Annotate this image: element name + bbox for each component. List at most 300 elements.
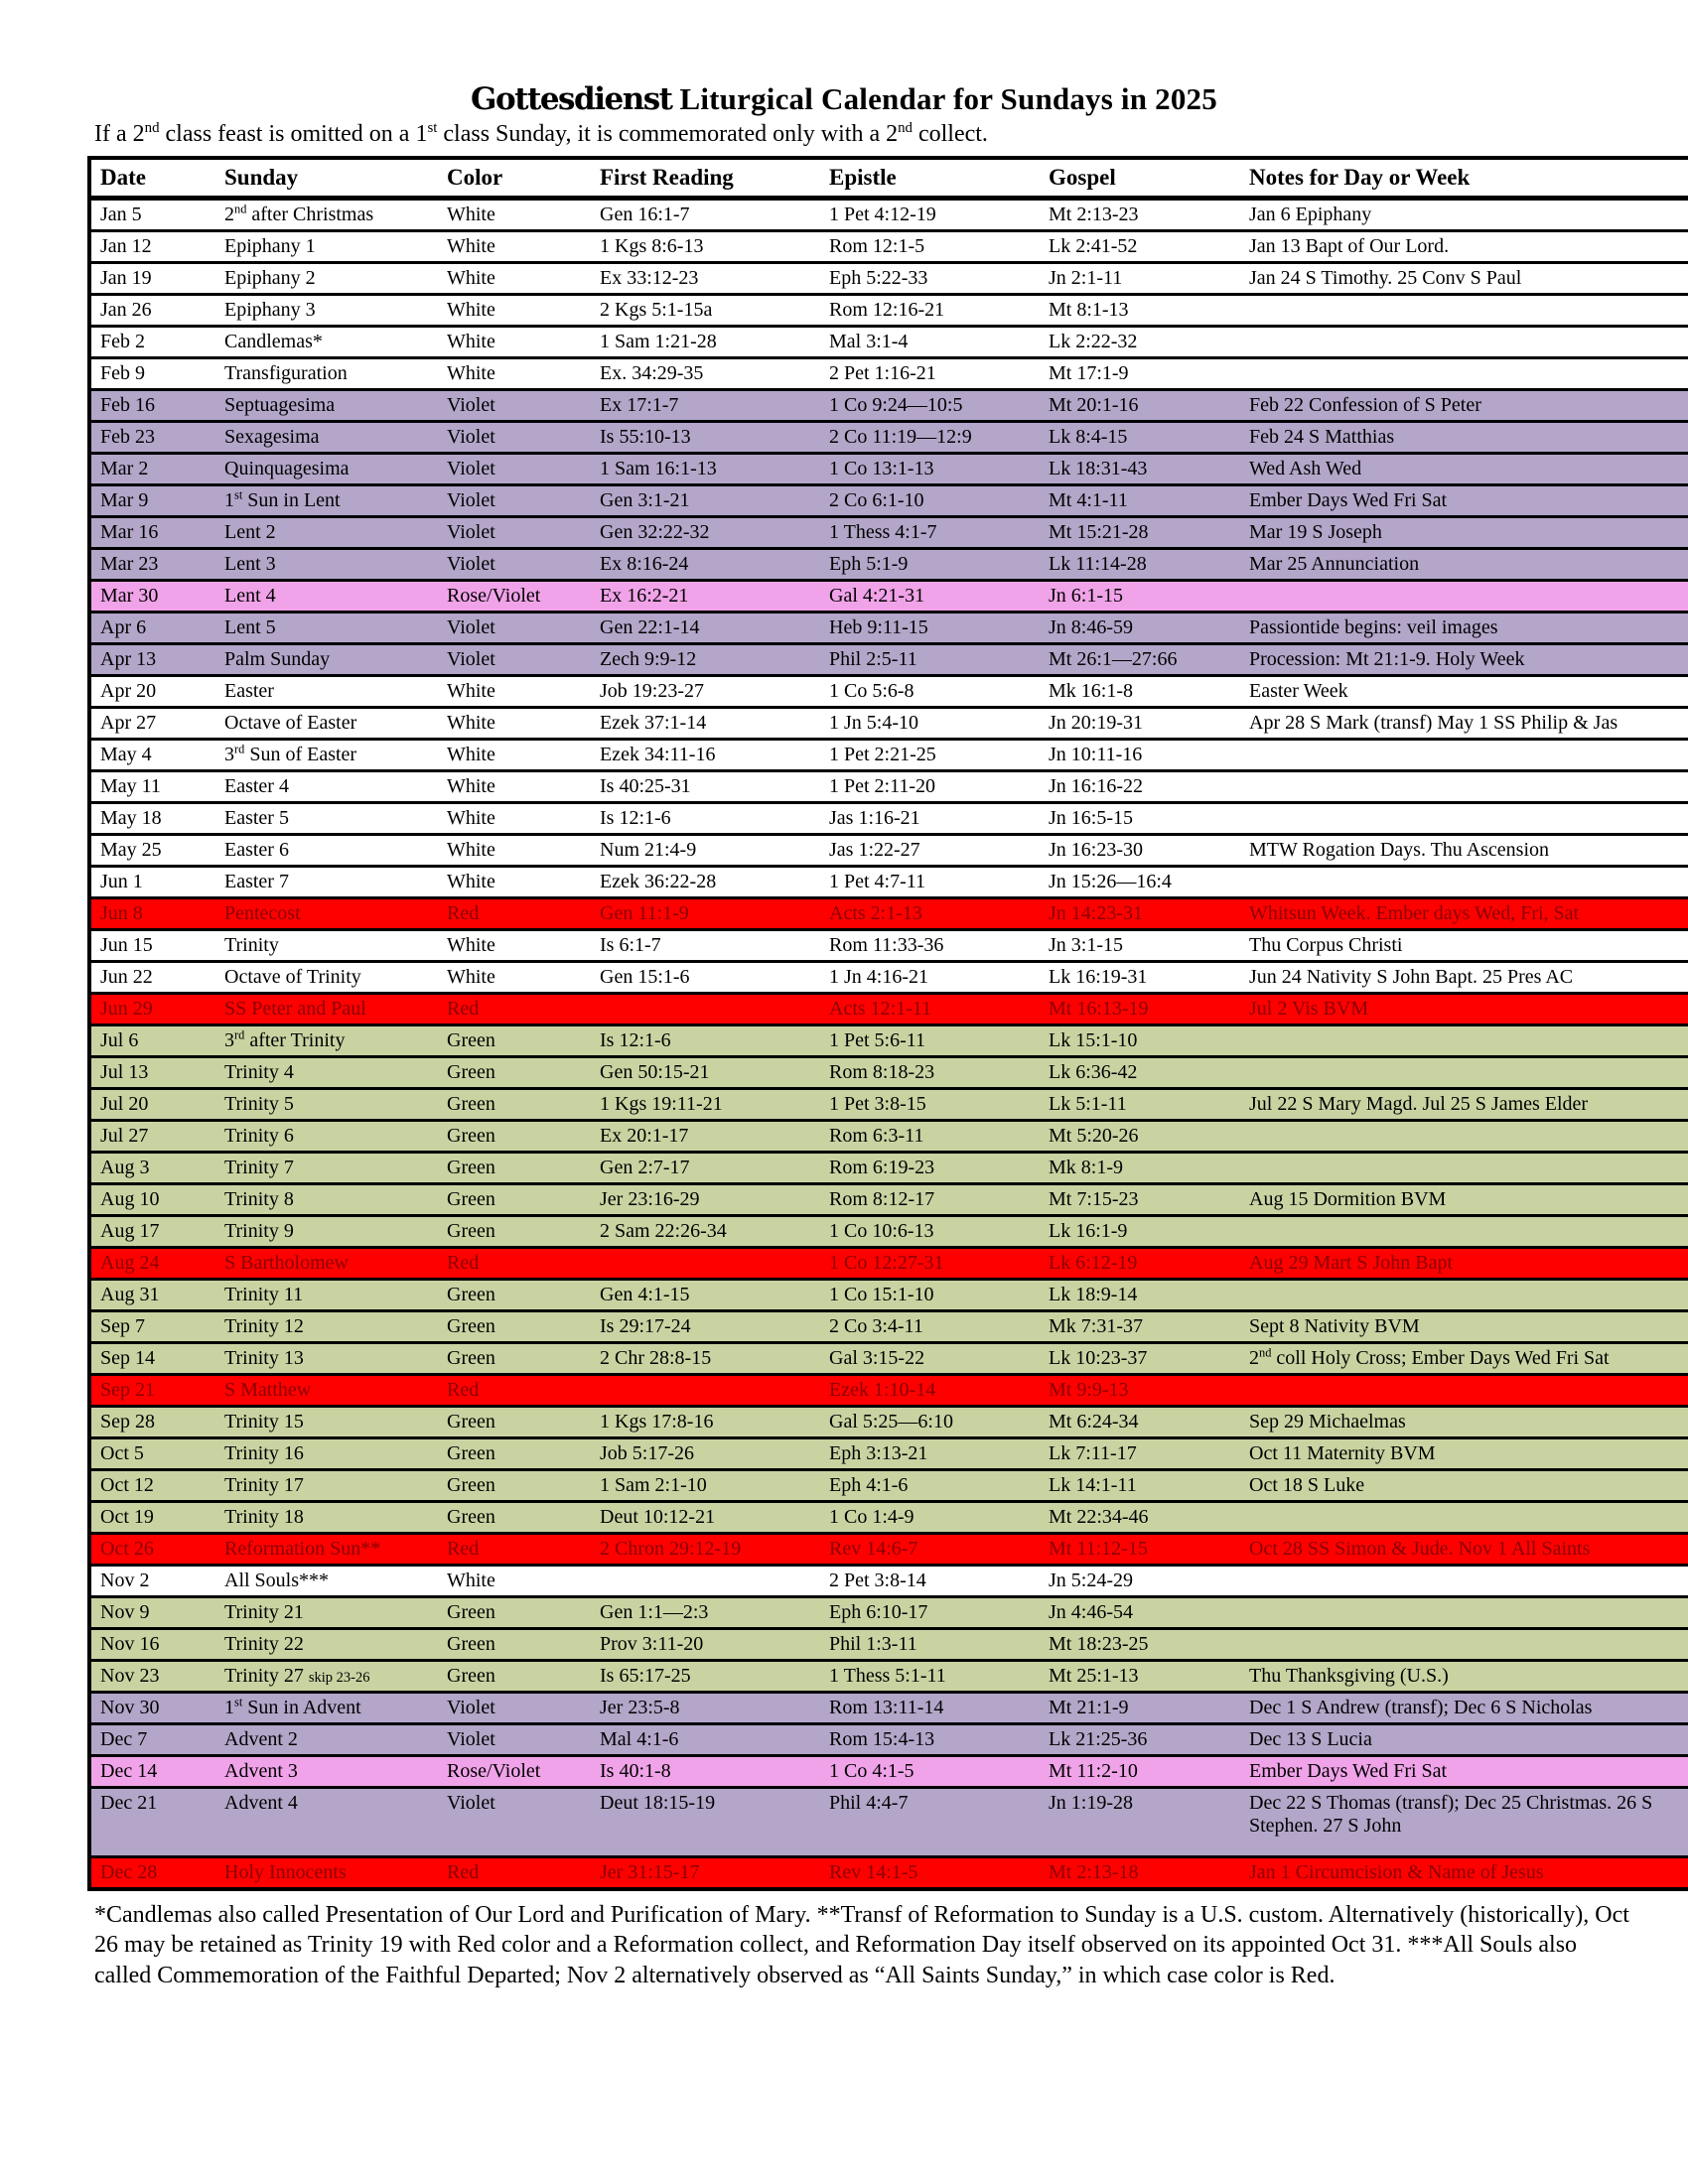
cell-notes: Thu Thanksgiving (U.S.) (1240, 1661, 1688, 1693)
cell-notes: Procession: Mt 21:1-9. Holy Week (1240, 644, 1688, 676)
sunday-note: skip 23-26 (308, 1670, 370, 1686)
cell-sunday: 1st Sun in Advent (215, 1693, 438, 1724)
cell-date: Mar 30 (89, 581, 215, 613)
cell-color: Violet (438, 485, 591, 517)
cell-notes (1240, 295, 1688, 327)
calendar-row (89, 1661, 1688, 1693)
cell-gospel: Lk 6:12-19 (1040, 1248, 1240, 1280)
cell-sunday: 1st Sun in Lent (215, 485, 438, 517)
cell-first-reading: Is 29:17-24 (591, 1311, 820, 1343)
cell-date: Sep 14 (89, 1343, 215, 1375)
cell-notes: Jun 24 Nativity S John Bapt. 25 Pres AC (1240, 962, 1688, 994)
cell-date: Dec 21 (89, 1788, 215, 1857)
cell-epistle: Phil 2:5-11 (820, 644, 1040, 676)
cell-date: Nov 2 (89, 1566, 215, 1597)
cell-color: Red (438, 1375, 591, 1407)
cell-first-reading: Is 55:10-13 (591, 422, 820, 454)
cell-color: Green (438, 1184, 591, 1216)
cell-color: Green (438, 1470, 591, 1502)
cell-first-reading: Ex 16:2-21 (591, 581, 820, 613)
column-header: Epistle (820, 158, 1040, 199)
cell-date: Apr 6 (89, 613, 215, 644)
cell-first-reading: Ezek 37:1-14 (591, 708, 820, 740)
cell-date: Aug 31 (89, 1280, 215, 1311)
cell-date: Jan 26 (89, 295, 215, 327)
cell-sunday: Advent 3 (215, 1756, 438, 1788)
cell-date: Nov 23 (89, 1661, 215, 1693)
cell-color: White (438, 231, 591, 263)
calendar-row (89, 898, 1688, 930)
cell-notes: Passiontide begins: veil images (1240, 613, 1688, 644)
calendar-row (89, 803, 1688, 835)
cell-first-reading: Is 40:25-31 (591, 771, 820, 803)
cell-notes (1240, 771, 1688, 803)
cell-color: Violet (438, 390, 591, 422)
cell-first-reading (591, 1566, 820, 1597)
calendar-row (89, 1216, 1688, 1248)
cell-color: Violet (438, 517, 591, 549)
cell-color: White (438, 676, 591, 708)
cell-first-reading: Gen 15:1-6 (591, 962, 820, 994)
cell-date: Jan 5 (89, 199, 215, 231)
cell-epistle: Gal 3:15-22 (820, 1343, 1040, 1375)
cell-color: Violet (438, 549, 591, 581)
cell-notes: MTW Rogation Days. Thu Ascension (1240, 835, 1688, 867)
calendar-row (89, 358, 1688, 390)
cell-date: Nov 30 (89, 1693, 215, 1724)
cell-first-reading: Gen 50:15-21 (591, 1057, 820, 1089)
cell-first-reading: 2 Kgs 5:1-15a (591, 295, 820, 327)
cell-sunday: Sexagesima (215, 422, 438, 454)
cell-epistle: Rev 14:6-7 (820, 1534, 1040, 1566)
cell-gospel: Lk 18:9-14 (1040, 1280, 1240, 1311)
cell-gospel: Mt 18:23-25 (1040, 1629, 1240, 1661)
publication-name: Gottesdienst (471, 81, 672, 117)
cell-date: May 25 (89, 835, 215, 867)
cell-sunday: Epiphany 2 (215, 263, 438, 295)
cell-color: Green (438, 1343, 591, 1375)
cell-notes: Jan 24 S Timothy. 25 Conv S Paul (1240, 263, 1688, 295)
cell-epistle: 1 Co 5:6-8 (820, 676, 1040, 708)
calendar-row (89, 231, 1688, 263)
cell-gospel: Jn 15:26—16:4 (1040, 867, 1240, 898)
cell-first-reading: 2 Sam 22:26-34 (591, 1216, 820, 1248)
cell-sunday: Trinity 13 (215, 1343, 438, 1375)
cell-notes (1240, 803, 1688, 835)
calendar-row (89, 263, 1688, 295)
cell-sunday: Candlemas* (215, 327, 438, 358)
cell-epistle: Mal 3:1-4 (820, 327, 1040, 358)
cell-gospel: Lk 15:1-10 (1040, 1025, 1240, 1057)
cell-notes: Sep 29 Michaelmas (1240, 1407, 1688, 1438)
cell-gospel: Jn 3:1-15 (1040, 930, 1240, 962)
cell-notes: Easter Week (1240, 676, 1688, 708)
cell-date: May 18 (89, 803, 215, 835)
cell-notes (1240, 1566, 1688, 1597)
cell-color: White (438, 867, 591, 898)
cell-color: Violet (438, 613, 591, 644)
cell-first-reading: Gen 4:1-15 (591, 1280, 820, 1311)
cell-sunday: Epiphany 1 (215, 231, 438, 263)
cell-notes: Feb 22 Confession of S Peter (1240, 390, 1688, 422)
cell-first-reading: Prov 3:11-20 (591, 1629, 820, 1661)
cell-first-reading: Gen 22:1-14 (591, 613, 820, 644)
calendar-row (89, 1629, 1688, 1661)
cell-epistle: 2 Co 6:1-10 (820, 485, 1040, 517)
cell-sunday: Trinity 7 (215, 1153, 438, 1184)
cell-gospel: Lk 8:4-15 (1040, 422, 1240, 454)
cell-color: Violet (438, 1693, 591, 1724)
cell-sunday: Epiphany 3 (215, 295, 438, 327)
calendar-row (89, 1788, 1688, 1857)
cell-epistle: Rom 8:18-23 (820, 1057, 1040, 1089)
cell-first-reading: Ex 33:12-23 (591, 263, 820, 295)
calendar-row (89, 613, 1688, 644)
cell-first-reading: Job 19:23-27 (591, 676, 820, 708)
cell-date: Mar 2 (89, 454, 215, 485)
cell-sunday: Trinity 9 (215, 1216, 438, 1248)
cell-date: Sep 28 (89, 1407, 215, 1438)
cell-first-reading: Ex 20:1-17 (591, 1121, 820, 1153)
cell-notes: Thu Corpus Christi (1240, 930, 1688, 962)
cell-gospel: Lk 10:23-37 (1040, 1343, 1240, 1375)
cell-gospel: Jn 20:19-31 (1040, 708, 1240, 740)
cell-epistle: Ezek 1:10-14 (820, 1375, 1040, 1407)
cell-epistle: 1 Co 10:6-13 (820, 1216, 1040, 1248)
cell-gospel: Jn 16:23-30 (1040, 835, 1240, 867)
cell-sunday: Trinity 17 (215, 1470, 438, 1502)
cell-date: Jun 1 (89, 867, 215, 898)
cell-epistle: Phil 1:3-11 (820, 1629, 1040, 1661)
cell-first-reading: 1 Sam 16:1-13 (591, 454, 820, 485)
cell-first-reading: 1 Sam 2:1-10 (591, 1470, 820, 1502)
cell-notes: Dec 1 S Andrew (transf); Dec 6 S Nicholas (1240, 1693, 1688, 1724)
cell-gospel: Mk 16:1-8 (1040, 676, 1240, 708)
cell-sunday: Easter 5 (215, 803, 438, 835)
cell-color: Rose/Violet (438, 581, 591, 613)
cell-first-reading: Jer 23:5-8 (591, 1693, 820, 1724)
cell-sunday: Trinity 6 (215, 1121, 438, 1153)
cell-sunday: Pentecost (215, 898, 438, 930)
cell-gospel: Mt 25:1-13 (1040, 1661, 1240, 1693)
cell-epistle: 1 Co 13:1-13 (820, 454, 1040, 485)
cell-notes: Jul 22 S Mary Magd. Jul 25 S James Elder (1240, 1089, 1688, 1121)
cell-notes: Aug 29 Mart S John Bapt (1240, 1248, 1688, 1280)
cell-notes (1240, 1121, 1688, 1153)
cell-epistle: 2 Pet 1:16-21 (820, 358, 1040, 390)
calendar-row (89, 1311, 1688, 1343)
cell-sunday: 2nd after Christmas (215, 199, 438, 231)
cell-epistle: 2 Co 11:19—12:9 (820, 422, 1040, 454)
cell-color: White (438, 263, 591, 295)
cell-first-reading: 1 Sam 1:21-28 (591, 327, 820, 358)
cell-gospel: Mt 16:13-19 (1040, 994, 1240, 1025)
cell-first-reading: Is 6:1-7 (591, 930, 820, 962)
cell-gospel: Mt 11:12-15 (1040, 1534, 1240, 1566)
cell-sunday: Easter 4 (215, 771, 438, 803)
cell-first-reading: Jer 23:16-29 (591, 1184, 820, 1216)
cell-epistle: Rom 11:33-36 (820, 930, 1040, 962)
cell-color: White (438, 358, 591, 390)
calendar-row (89, 454, 1688, 485)
cell-first-reading: 1 Kgs 8:6-13 (591, 231, 820, 263)
calendar-row (89, 390, 1688, 422)
cell-date: Aug 10 (89, 1184, 215, 1216)
cell-notes: Whitsun Week. Ember days Wed, Fri, Sat (1240, 898, 1688, 930)
cell-notes (1240, 327, 1688, 358)
calendar-row (89, 1597, 1688, 1629)
cell-notes (1240, 1375, 1688, 1407)
cell-color: Red (438, 1534, 591, 1566)
cell-first-reading: Gen 3:1-21 (591, 485, 820, 517)
calendar-row (89, 1057, 1688, 1089)
cell-notes (1240, 1629, 1688, 1661)
cell-first-reading: Gen 1:1—2:3 (591, 1597, 820, 1629)
cell-color: Green (438, 1280, 591, 1311)
cell-first-reading: Ex. 34:29-35 (591, 358, 820, 390)
cell-epistle: Eph 6:10-17 (820, 1597, 1040, 1629)
cell-sunday: Lent 2 (215, 517, 438, 549)
cell-epistle: Eph 4:1-6 (820, 1470, 1040, 1502)
calendar-row (89, 994, 1688, 1025)
cell-sunday: Advent 4 (215, 1788, 438, 1857)
cell-gospel: Mt 15:21-28 (1040, 517, 1240, 549)
cell-sunday: 3rd after Trinity (215, 1025, 438, 1057)
cell-notes: Oct 28 SS Simon & Jude. Nov 1 All Saints (1240, 1534, 1688, 1566)
cell-gospel: Jn 14:23-31 (1040, 898, 1240, 930)
calendar-row (89, 867, 1688, 898)
cell-date: Mar 16 (89, 517, 215, 549)
header-row (89, 158, 1688, 199)
calendar-row (89, 962, 1688, 994)
cell-epistle: 1 Pet 3:8-15 (820, 1089, 1040, 1121)
cell-date: Aug 3 (89, 1153, 215, 1184)
cell-sunday: Trinity 18 (215, 1502, 438, 1534)
cell-color: Violet (438, 644, 591, 676)
cell-date: Jun 22 (89, 962, 215, 994)
cell-date: Nov 9 (89, 1597, 215, 1629)
cell-gospel: Mt 2:13-18 (1040, 1857, 1240, 1890)
cell-sunday: Trinity 8 (215, 1184, 438, 1216)
column-header: Notes for Day or Week (1240, 158, 1688, 199)
cell-epistle: 1 Thess 5:1-11 (820, 1661, 1040, 1693)
cell-first-reading: Ezek 36:22-28 (591, 867, 820, 898)
cell-notes (1240, 740, 1688, 771)
cell-notes: Dec 22 S Thomas (transf); Dec 25 Christmas. 26 S Stephen. 27 S John (1240, 1788, 1688, 1857)
cell-sunday: Trinity 27 skip 23-26 (215, 1661, 438, 1693)
cell-date: Jun 15 (89, 930, 215, 962)
cell-epistle: Eph 5:22-33 (820, 263, 1040, 295)
liturgical-calendar-table (87, 156, 1688, 1891)
cell-notes: Apr 28 S Mark (transf) May 1 SS Philip & Jas (1240, 708, 1688, 740)
calendar-row (89, 1470, 1688, 1502)
cell-sunday: Reformation Sun** (215, 1534, 438, 1566)
cell-gospel: Mt 7:15-23 (1040, 1184, 1240, 1216)
cell-notes: Dec 13 S Lucia (1240, 1724, 1688, 1756)
cell-gospel: Jn 16:5-15 (1040, 803, 1240, 835)
column-header: Sunday (215, 158, 438, 199)
calendar-row (89, 1343, 1688, 1375)
cell-epistle: Rev 14:1-5 (820, 1857, 1040, 1890)
cell-notes: Feb 24 S Matthias (1240, 422, 1688, 454)
cell-gospel: Mt 11:2-10 (1040, 1756, 1240, 1788)
cell-sunday: Easter 6 (215, 835, 438, 867)
cell-date: Feb 23 (89, 422, 215, 454)
cell-color: Green (438, 1025, 591, 1057)
cell-color: White (438, 295, 591, 327)
cell-epistle: Acts 2:1-13 (820, 898, 1040, 930)
cell-epistle: Rom 13:11-14 (820, 1693, 1040, 1724)
cell-first-reading: 1 Kgs 17:8-16 (591, 1407, 820, 1438)
cell-gospel: Jn 8:46-59 (1040, 613, 1240, 644)
calendar-row (89, 835, 1688, 867)
cell-sunday: Trinity 5 (215, 1089, 438, 1121)
table-body (89, 199, 1688, 1890)
cell-date: Feb 16 (89, 390, 215, 422)
cell-sunday: Palm Sunday (215, 644, 438, 676)
calendar-row (89, 1280, 1688, 1311)
calendar-row (89, 517, 1688, 549)
cell-epistle: Gal 5:25—6:10 (820, 1407, 1040, 1438)
cell-date: Aug 17 (89, 1216, 215, 1248)
cell-date: Oct 5 (89, 1438, 215, 1470)
cell-color: White (438, 771, 591, 803)
cell-date: Sep 21 (89, 1375, 215, 1407)
column-header: First Reading (591, 158, 820, 199)
cell-color: White (438, 199, 591, 231)
cell-epistle: Rom 15:4-13 (820, 1724, 1040, 1756)
cell-first-reading: Deut 10:12-21 (591, 1502, 820, 1534)
cell-epistle: 1 Co 12:27-31 (820, 1248, 1040, 1280)
cell-date: Feb 2 (89, 327, 215, 358)
cell-first-reading: Zech 9:9-12 (591, 644, 820, 676)
cell-color: White (438, 327, 591, 358)
calendar-row (89, 740, 1688, 771)
cell-color: Green (438, 1311, 591, 1343)
column-header: Color (438, 158, 591, 199)
cell-color: Green (438, 1438, 591, 1470)
cell-sunday: Lent 5 (215, 613, 438, 644)
cell-color: Red (438, 994, 591, 1025)
cell-gospel: Lk 2:22-32 (1040, 327, 1240, 358)
calendar-row (89, 771, 1688, 803)
cell-epistle: 1 Pet 2:21-25 (820, 740, 1040, 771)
cell-color: White (438, 708, 591, 740)
cell-sunday: 3rd Sun of Easter (215, 740, 438, 771)
cell-gospel: Jn 4:46-54 (1040, 1597, 1240, 1629)
calendar-row (89, 422, 1688, 454)
cell-date: Dec 14 (89, 1756, 215, 1788)
cell-date: Oct 12 (89, 1470, 215, 1502)
cell-date: Nov 16 (89, 1629, 215, 1661)
cell-epistle: Jas 1:22-27 (820, 835, 1040, 867)
cell-sunday: Trinity 12 (215, 1311, 438, 1343)
calendar-row (89, 1375, 1688, 1407)
cell-epistle: 1 Pet 4:7-11 (820, 867, 1040, 898)
cell-notes: Oct 18 S Luke (1240, 1470, 1688, 1502)
table-header (89, 158, 1688, 199)
cell-color: Red (438, 898, 591, 930)
cell-date: Jul 6 (89, 1025, 215, 1057)
cell-gospel: Lk 2:41-52 (1040, 231, 1240, 263)
calendar-row (89, 708, 1688, 740)
cell-epistle: 1 Pet 2:11-20 (820, 771, 1040, 803)
cell-date: Dec 7 (89, 1724, 215, 1756)
cell-first-reading: Ezek 34:11-16 (591, 740, 820, 771)
cell-color: Green (438, 1089, 591, 1121)
cell-gospel: Jn 1:19-28 (1040, 1788, 1240, 1857)
cell-sunday: Trinity 4 (215, 1057, 438, 1089)
cell-notes (1240, 1502, 1688, 1534)
cell-color: Green (438, 1629, 591, 1661)
cell-notes (1240, 581, 1688, 613)
cell-date: Mar 9 (89, 485, 215, 517)
calendar-row (89, 1534, 1688, 1566)
cell-sunday: Holy Innocents (215, 1857, 438, 1890)
cell-gospel: Lk 5:1-11 (1040, 1089, 1240, 1121)
cell-gospel: Mt 2:13-23 (1040, 199, 1240, 231)
cell-gospel: Mt 21:1-9 (1040, 1693, 1240, 1724)
cell-first-reading: Is 12:1-6 (591, 1025, 820, 1057)
cell-first-reading: Gen 16:1-7 (591, 199, 820, 231)
cell-notes (1240, 1153, 1688, 1184)
cell-first-reading: Num 21:4-9 (591, 835, 820, 867)
cell-color: Violet (438, 422, 591, 454)
cell-epistle: 1 Co 1:4-9 (820, 1502, 1040, 1534)
cell-date: May 4 (89, 740, 215, 771)
cell-sunday: Trinity 11 (215, 1280, 438, 1311)
cell-gospel: Mt 5:20-26 (1040, 1121, 1240, 1153)
cell-first-reading: Mal 4:1-6 (591, 1724, 820, 1756)
cell-notes: Sept 8 Nativity BVM (1240, 1311, 1688, 1343)
cell-sunday: All Souls*** (215, 1566, 438, 1597)
cell-date: Jan 12 (89, 231, 215, 263)
cell-first-reading: Ex 17:1-7 (591, 390, 820, 422)
cell-color: Green (438, 1502, 591, 1534)
cell-sunday: Easter 7 (215, 867, 438, 898)
cell-epistle: Rom 12:1-5 (820, 231, 1040, 263)
cell-date: Jan 19 (89, 263, 215, 295)
calendar-row (89, 644, 1688, 676)
cell-notes (1240, 867, 1688, 898)
calendar-row (89, 549, 1688, 581)
cell-notes: Ember Days Wed Fri Sat (1240, 485, 1688, 517)
cell-notes: Jan 1 Circumcision & Name of Jesus (1240, 1857, 1688, 1890)
cell-first-reading: 1 Kgs 19:11-21 (591, 1089, 820, 1121)
cell-notes: Mar 25 Annunciation (1240, 549, 1688, 581)
cell-sunday: Trinity 16 (215, 1438, 438, 1470)
cell-epistle: 1 Jn 4:16-21 (820, 962, 1040, 994)
cell-gospel: Jn 6:1-15 (1040, 581, 1240, 613)
cell-date: Jun 29 (89, 994, 215, 1025)
cell-color: Green (438, 1057, 591, 1089)
cell-color: Violet (438, 1788, 591, 1857)
cell-gospel: Jn 2:1-11 (1040, 263, 1240, 295)
cell-color: White (438, 930, 591, 962)
cell-notes: Aug 15 Dormition BVM (1240, 1184, 1688, 1216)
cell-date: Jul 27 (89, 1121, 215, 1153)
cell-color: Violet (438, 1724, 591, 1756)
cell-gospel: Mt 26:1—27:66 (1040, 644, 1240, 676)
cell-first-reading: Gen 11:1-9 (591, 898, 820, 930)
cell-epistle: 2 Pet 3:8-14 (820, 1566, 1040, 1597)
cell-gospel: Jn 10:11-16 (1040, 740, 1240, 771)
cell-first-reading (591, 994, 820, 1025)
cell-epistle: Acts 12:1-11 (820, 994, 1040, 1025)
cell-sunday: Lent 3 (215, 549, 438, 581)
cell-gospel: Mt 20:1-16 (1040, 390, 1240, 422)
column-header: Gospel (1040, 158, 1240, 199)
